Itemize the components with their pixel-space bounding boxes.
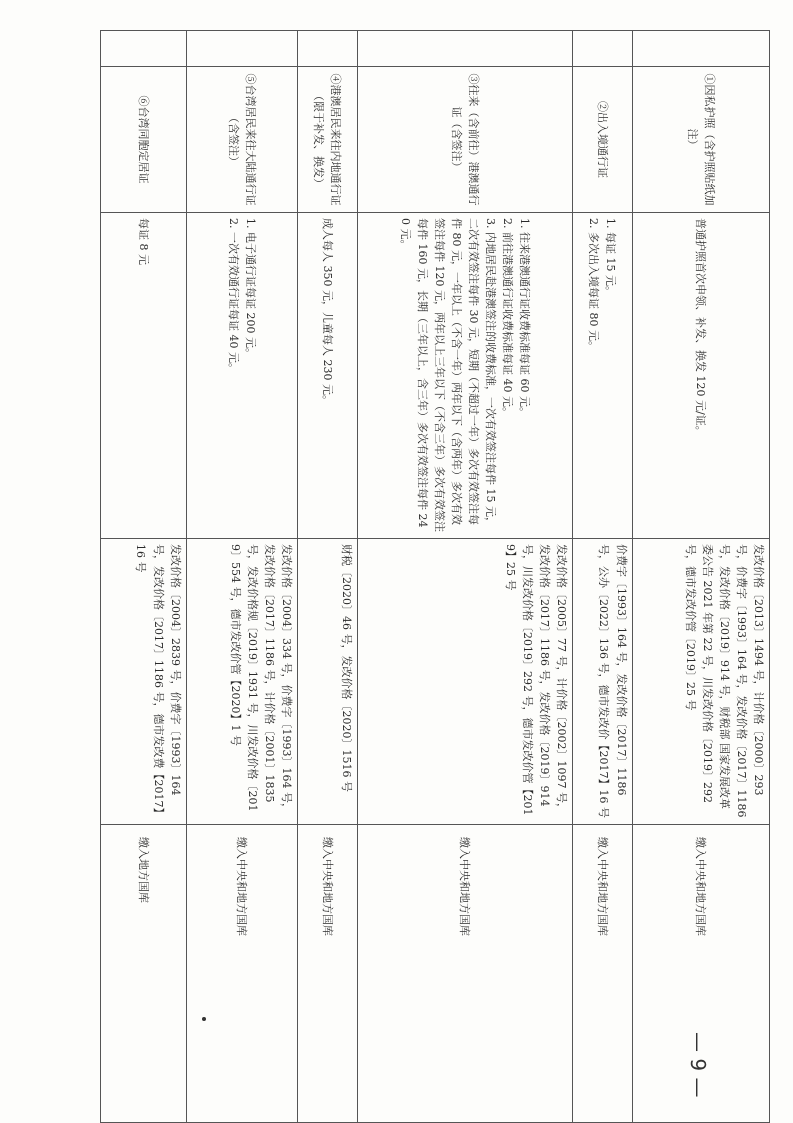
item-name: ④港澳居民来往内地通行证（限于补发、换发） <box>312 73 343 206</box>
table-row <box>101 31 187 1123</box>
basis-cell: 发改价格〔2013〕1494 号，计价格〔2000〕293 号，价费字〔1993〕164 号，发改价格〔2017〕1186 号，发改价格〔2019〕914 号，财税部 国家发展改革委公告 2021 年第 22 号，川发改价格〔2019〕292 号，德市发改价管〔2019〕25 号 <box>632 539 769 825</box>
scan-dot-mark <box>202 1017 206 1021</box>
basis-cell: 发改价格〔2004〕334 号，价费字〔1993〕164 号，发改价格〔2017〕1186 号，计价格〔2001〕1835 号，发改价格规〔2019〕1931 号，川发改价格〔2019〕554 号，德市发改价管【2020】1 号 <box>186 539 298 825</box>
item-cell <box>298 67 358 213</box>
standard-cell: 成人每人 350 元，儿童每人 230 元。 <box>298 213 358 539</box>
item-name: ⑥台湾同胞定居证 <box>136 95 150 184</box>
standard-cell: 1. 往来港澳通行证收费标准每证 60 元。 2. 前往港澳通行证收费标准每证 40 元。 3. 内地居民赴港澳签注的收费标准，一次有效签注每件 15 元，二次有效签注每件 30 元，短期（不超过一年）多次有效签注每件 80 元，一年以上（不含一年）两年以下（含两年）多次有效签注每件 120 元，两年以上三年以下（不含三年）多次有效签注每件 160 元，长期（三年以上，含三年）多次有效签注每件 240 元。 <box>357 213 572 539</box>
basis-cell: 发改价格〔2005〕77 号，计价格〔2002〕1097 号，发改价格〔2017〕1186 号，发改价格〔2019〕914 号，川发改价格〔2019〕292 号，德市发改价管【2019】25 号 <box>357 539 572 825</box>
rotated-table-container <box>100 30 770 1060</box>
destination-cell: 缴入中央和地方国库 <box>572 825 632 1123</box>
item-cell <box>632 67 769 213</box>
standard-cell: 1. 每证 15 元。 2. 多次出入境每证 80 元。 <box>572 213 632 539</box>
empty-cell <box>186 31 298 67</box>
page-number: — 9 — <box>686 1032 710 1098</box>
standard-cell: 1. 电子通行证每证 200 元。 2. 一次有效通行证每证 40 元。 <box>186 213 298 539</box>
empty-cell <box>632 31 769 67</box>
empty-cell <box>357 31 572 67</box>
destination-cell: 缴入中央和地方国库 <box>298 825 358 1123</box>
destination-cell: 缴入中央和地方国库 <box>186 825 298 1123</box>
table-row <box>298 31 358 1123</box>
item-name: ⑤台湾居民来往大陆通行证（含签注） <box>226 73 257 206</box>
item-cell <box>186 67 298 213</box>
item-cell <box>572 67 632 213</box>
item-cell <box>101 67 187 213</box>
empty-cell <box>101 31 187 67</box>
empty-cell <box>572 31 632 67</box>
basis-cell: 财税〔2020〕46 号，发改价格〔2020〕1516 号 <box>298 539 358 825</box>
destination-cell: 缴入地方国库 <box>101 825 187 1123</box>
destination-cell: 缴入中央和地方国库 <box>632 825 769 1123</box>
table-row <box>572 31 632 1123</box>
table-row <box>186 31 298 1123</box>
item-name: ①因私护照（含护照贴纸加注） <box>685 73 716 206</box>
standard-cell: 普通护照首次申领、补发、换发 120 元/证。 <box>632 213 769 539</box>
item-cell <box>357 67 572 213</box>
item-name: ③往来（含前往）港澳通行证（含签注） <box>449 73 480 206</box>
item-name: ②出入境通行证 <box>595 101 609 178</box>
fee-table <box>100 30 770 1123</box>
standard-cell: 每证 8 元 <box>101 213 187 539</box>
table-row <box>632 31 769 1123</box>
table-row <box>357 31 572 1123</box>
basis-cell: 发改价格〔2004〕2839 号，价费字〔1993〕164 号，发改价格〔2017〕1186 号，德市发改费【2017】16 号 <box>101 539 187 825</box>
basis-cell: 价费字〔1993〕164 号，发改价格〔2017〕1186 号，公办〔2022〕136 号，德市发改价【2017】16 号 <box>572 539 632 825</box>
destination-cell: 缴入中央和地方国库 <box>357 825 572 1123</box>
empty-cell <box>298 31 358 67</box>
